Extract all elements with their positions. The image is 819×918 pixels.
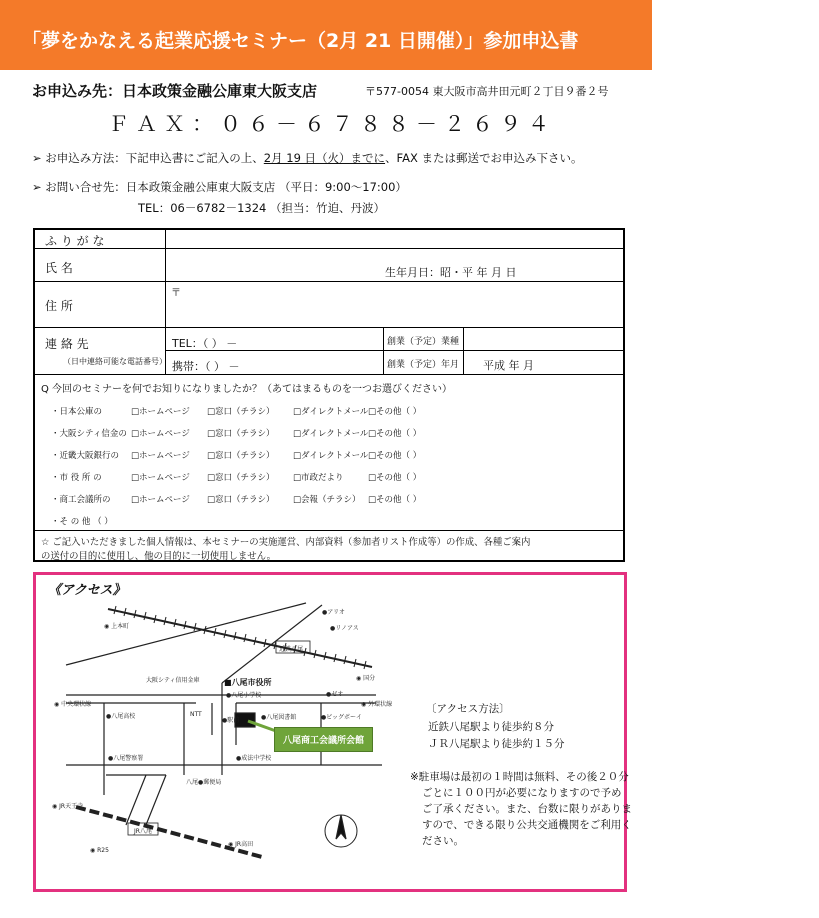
- checkbox-homepage[interactable]: □ホームページ: [131, 429, 190, 439]
- map-label-yao-police: ●八尾警察署: [108, 755, 144, 762]
- contact-label: 連 絡 先: [45, 337, 89, 351]
- source-name: ・商工会議所の: [51, 495, 111, 505]
- mobile-field[interactable]: 携帯：（ ） －: [172, 360, 240, 373]
- map-label-ekimae: ●駅前: [222, 717, 240, 724]
- checkbox-counter[interactable]: □窓口（チラシ）: [207, 473, 275, 483]
- privacy-line-2: の送付の目的に使用し、他の目的に一切使用しません。: [41, 551, 276, 562]
- map-label-kintetsu-yao: 近鉄八尾: [279, 646, 304, 653]
- checkbox-other[interactable]: □その他（ ）: [368, 451, 422, 461]
- parking-note-2: ごとに１００円が必要になりますので予め: [422, 787, 622, 799]
- access-method-kintetsu: 近鉄八尾駅より徒歩約８分: [428, 721, 554, 733]
- access-section: [33, 572, 632, 892]
- map-label-jr-tennoji: ◉ JR天王寺: [52, 803, 84, 810]
- venue-label: 八尾商工会議所会館: [274, 727, 373, 752]
- name-field[interactable]: [166, 249, 376, 281]
- source-name: ・大阪シティ信金の: [51, 429, 127, 439]
- source-name: ・市 役 所 の: [51, 473, 102, 483]
- furigana-field[interactable]: [166, 230, 622, 248]
- checkbox-counter[interactable]: □窓口（チラシ）: [207, 429, 275, 439]
- map-label-r25: ◉ R25: [90, 847, 109, 854]
- access-method-title: 〔アクセス方法〕: [426, 703, 510, 715]
- checkbox-other[interactable]: □その他（ ）: [368, 429, 422, 439]
- name-label: 氏 名: [45, 261, 73, 275]
- checkbox-other[interactable]: □その他（ ）: [368, 495, 422, 505]
- checkbox-homepage[interactable]: □ホームページ: [131, 495, 190, 505]
- map-label-yao-post: 八尾●郵便局: [186, 779, 222, 786]
- method-suffix: 、FAX または郵送でお申込み下さい。: [385, 151, 583, 165]
- checkbox-homepage[interactable]: □ホームページ: [131, 407, 190, 417]
- source-name: ・近畿大阪銀行の: [51, 451, 120, 461]
- checkbox-homepage[interactable]: □ホームページ: [131, 473, 190, 483]
- map-label-ntt: NTT: [190, 711, 202, 718]
- question-text: Q 今回のセミナーを何でお知りになりましたか？（あてはまるものを一つお選びください）: [41, 384, 453, 395]
- deadline: 2月 19 日（火）までに: [263, 151, 386, 165]
- map-label-chuo-kanjo: ◉ 中央環状線: [54, 701, 92, 708]
- map-label-yao-high: ●八尾高校: [106, 713, 136, 720]
- page-title: 「夢をかなえる起業応援セミナー（2月 21 日開催）」参加申込書: [22, 30, 579, 52]
- checkbox-homepage[interactable]: □ホームページ: [131, 451, 190, 461]
- checkbox-bulletin[interactable]: □会報（チラシ）: [293, 495, 361, 505]
- birthdate-field[interactable]: 生年月日：昭・平 年 月 日: [385, 266, 517, 279]
- map-label-kokubu: ◉ 国分: [356, 675, 376, 682]
- biz-type-field[interactable]: [464, 328, 622, 350]
- parking-note-1: ※駐車場は最初の１時間は無料、その後２０分: [410, 771, 629, 783]
- map-label-seiho-jhs: ●成法中学校: [236, 755, 272, 762]
- address-label: 住 所: [45, 299, 73, 313]
- access-title: 《アクセス》: [48, 583, 126, 598]
- checkbox-direct-mail[interactable]: □ダイレクトメール: [293, 407, 369, 417]
- access-method-jr: ＪＲ八尾駅より徒歩約１５分: [428, 738, 565, 750]
- parking-note-4: すので、できる限り公共交通機関をご利用く: [422, 819, 632, 831]
- map-label-big-boy: ●ビッグボーイ: [321, 714, 362, 721]
- biz-type-label: 創業（予定）業種: [387, 337, 460, 347]
- map-label-arion: ●アリオ: [322, 609, 345, 616]
- privacy-line-1: ☆ ご記入いただきました個人情報は、本セミナーの実施運営、内部資料（参加者リスト作成等）の作成、各種ご案内: [41, 537, 531, 548]
- map-label-yao-elementary: ●八尾小学校: [226, 692, 262, 699]
- map-label-city-hall: ■八尾市役所: [224, 678, 272, 687]
- checkbox-other[interactable]: □その他（ ）: [368, 473, 422, 483]
- parking-note-5: ださい。: [422, 835, 464, 847]
- contact-line-2: TEL：06－6782－1324 （担当：竹迫、丹波）: [138, 201, 386, 215]
- source-name: ・日本公庫の: [51, 407, 103, 417]
- other-source-field[interactable]: ・そ の 他 （ ）: [51, 517, 113, 527]
- biz-date-field[interactable]: 平成 年 月: [483, 359, 534, 372]
- checkbox-counter[interactable]: □窓口（チラシ）: [207, 451, 275, 461]
- map-label-yao-library: ●八尾図書館: [261, 714, 297, 721]
- biz-date-label: 創業（予定）年月: [387, 360, 460, 370]
- map-label-jr-yao: JR八尾: [134, 828, 152, 835]
- destination-label: お申込み先：日本政策金融公庫東大阪支店: [32, 82, 318, 100]
- map-label-gaikanjo: ◉ 外環状線: [361, 701, 393, 708]
- contact-note: （日中連絡可能な電話番号）: [63, 357, 167, 366]
- map-label-zeo: ●ゼオ: [326, 691, 344, 698]
- checkbox-direct-mail[interactable]: □ダイレクトメール: [293, 451, 369, 461]
- address-field[interactable]: 〒: [171, 288, 181, 299]
- method-prefix: ➢ お申込み方法：下記申込書にご記入の上、: [32, 151, 264, 165]
- checkbox-other[interactable]: □その他（ ）: [368, 407, 422, 417]
- checkbox-counter[interactable]: □窓口（チラシ）: [207, 495, 275, 505]
- map-label-lianth: ●リノアス: [330, 625, 359, 632]
- map-label-osaka-city-shinkin: 大阪シティ信用金庫: [146, 677, 200, 684]
- checkbox-counter[interactable]: □窓口（チラシ）: [207, 407, 275, 417]
- application-form: [33, 228, 625, 562]
- fax-number: ＦＡＸ：０６－６７８８－２６９４: [108, 112, 556, 136]
- checkbox-city-news[interactable]: □市政だより: [293, 473, 344, 483]
- parking-note-3: ご了承ください。また、台数に限りがありま: [422, 803, 632, 815]
- destination-address: 〒577-0054 東大阪市高井田元町２丁目９番２号: [365, 85, 609, 98]
- checkbox-direct-mail[interactable]: □ダイレクトメール: [293, 429, 369, 439]
- method-line: [32, 150, 583, 166]
- furigana-label: ふ り が な: [45, 234, 105, 248]
- map-label-jr-takaida: ◉ JR高田: [228, 841, 254, 848]
- tel-field[interactable]: TEL：（ ） －: [172, 337, 238, 350]
- contact-line-1: ➢ お問い合せ先：日本政策金融公庫東大阪支店 （平日：9:00～17:00）: [32, 180, 407, 194]
- map-label-uehon: ◉ 上本町: [104, 623, 130, 630]
